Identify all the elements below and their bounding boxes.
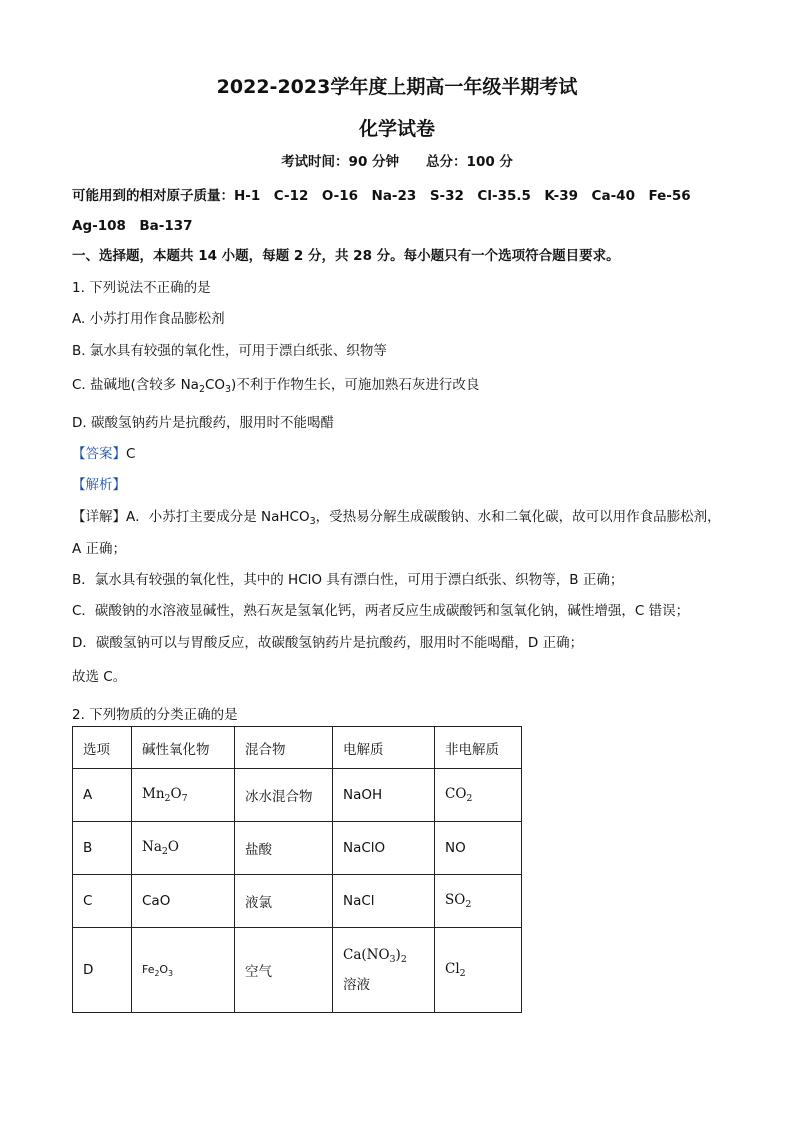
cell-mixture: 冰水混合物 <box>235 769 333 822</box>
q1-option-b: B. 氯水具有较强的氧化性，可用于漂白纸张、织物等 <box>72 343 387 359</box>
formula-part: Fe <box>142 962 155 976</box>
cell-nonelectrolyte <box>435 928 522 1013</box>
table-row <box>73 928 522 1013</box>
atomic-masses-line1: 可能用到的相对原子质量：H-1 C-12 O-16 Na-23 S-32 Cl-35.5 K-39 Ca-40 Fe-56 <box>72 188 691 204</box>
q1-detail-b: B．氯水具有较强的氧化性，其中的 HClO 具有漂白性，可用于漂白纸张、织物等，B 正确； <box>72 572 624 588</box>
formula-part: Na <box>142 839 162 855</box>
formula-part: Ca(NO <box>343 947 390 963</box>
electrolyte-solution-label: 溶液 <box>343 977 370 993</box>
formula-part: O <box>167 839 179 855</box>
q1-detail-d: D．碳酸氢钠可以与胃酸反应，故碳酸氢钠药片是抗酸药，服用时不能喝醋，D 正确； <box>72 635 584 651</box>
table-row <box>73 875 522 928</box>
detail-a-post: ，受热易分解生成碳酸钠、水和二氧化碳，故可以用作食品膨松剂， <box>315 509 721 525</box>
formula-sub: 3 <box>168 968 173 978</box>
cell-option: B <box>73 822 132 875</box>
formula-sub: 2 <box>164 793 171 804</box>
exam-title: 2022-2023学年度上期高一年级半期考试 <box>216 76 578 98</box>
q1-conclusion: 故选 C。 <box>72 669 127 685</box>
q1-option-c-sub1: 2 <box>198 384 205 395</box>
formula-sub: 2 <box>459 968 466 979</box>
cell-mixture: 空气 <box>235 928 333 1013</box>
q1-option-c-post: )不利于作物生长，可施加熟石灰进行改良 <box>231 377 480 393</box>
cell-basic-oxide <box>132 928 235 1013</box>
detail-a-sub: 3 <box>309 516 316 527</box>
header-basic-oxide: 碱性氧化物 <box>132 727 235 769</box>
header-option: 选项 <box>73 727 132 769</box>
q1-option-a: A. 小苏打用作食品膨松剂 <box>72 311 225 327</box>
q1-option-c-mid: CO <box>204 377 226 393</box>
electrolyte-formula <box>343 947 424 965</box>
cell-electrolyte: NaClO <box>333 822 435 875</box>
header-nonelectrolyte: 非电解质 <box>435 727 522 769</box>
formula-sub: 2 <box>400 954 407 965</box>
q2-classification-table <box>72 726 522 1013</box>
header-mixture: 混合物 <box>235 727 333 769</box>
cell-electrolyte: NaCl <box>333 875 435 928</box>
formula-part: CO <box>445 786 467 802</box>
answer-tag: 【答案】 <box>72 446 126 462</box>
cell-electrolyte <box>333 928 435 1013</box>
table-row <box>73 769 522 822</box>
formula-part: ) <box>395 947 401 963</box>
formula-sub: 3 <box>389 954 396 965</box>
formula-part: O <box>159 962 169 976</box>
header-electrolyte: 电解质 <box>333 727 435 769</box>
cell-basic-oxide <box>132 822 235 875</box>
answer-value: C <box>126 446 136 462</box>
formula-sub: 2 <box>161 846 168 857</box>
q1-detail-c: C．碳酸钠的水溶液显碱性，熟石灰是氢氧化钙，两者反应生成碳酸钙和氢氧化钠，碱性增强，C 错误； <box>72 603 690 619</box>
cell-nonelectrolyte <box>435 769 522 822</box>
table-header-row <box>73 727 522 769</box>
q1-option-c-pre: C. 盐碱地(含较多 Na <box>72 377 199 393</box>
cell-option: C <box>73 875 132 928</box>
table-row <box>73 822 522 875</box>
q1-detail-a-cont: A 正确； <box>72 541 127 557</box>
q1-stem: 1. 下列说法不正确的是 <box>72 280 211 296</box>
q1-option-c <box>72 373 479 395</box>
exam-time-total: 考试时间：90 分钟 总分：100 分 <box>281 154 513 170</box>
formula-part: SO <box>445 892 466 908</box>
cell-mixture: 盐酸 <box>235 822 333 875</box>
q2-stem: 2. 下列物质的分类正确的是 <box>72 707 238 723</box>
q1-detail-a <box>72 505 721 527</box>
formula-sub: 2 <box>466 793 473 804</box>
cell-option: A <box>73 769 132 822</box>
formula-part: O <box>170 786 182 802</box>
formula-sub: 2 <box>154 968 160 978</box>
section-heading: 一、选择题，本题共 14 小题，每题 2 分，共 28 分。每小题只有一个选项符合题目要求。 <box>72 248 620 264</box>
q1-option-d: D. 碳酸氢钠药片是抗酸药，服用时不能喝醋 <box>72 415 334 431</box>
cell-mixture: 液氯 <box>235 875 333 928</box>
cell-basic-oxide <box>132 769 235 822</box>
cell-electrolyte: NaOH <box>333 769 435 822</box>
cell-option: D <box>73 928 132 1013</box>
formula-part: Cl <box>445 961 460 977</box>
formula-part: Mn <box>142 786 165 802</box>
analysis-tag: 【解析】 <box>72 477 126 493</box>
atomic-masses-line2: Ag-108 Ba-137 <box>72 218 193 234</box>
detail-a-pre: A．小苏打主要成分是 NaHCO <box>126 509 310 525</box>
subject-title: 化学试卷 <box>358 118 435 140</box>
cell-nonelectrolyte <box>435 875 522 928</box>
cell-basic-oxide: CaO <box>132 875 235 928</box>
formula-sub: 2 <box>465 899 472 910</box>
q1-answer <box>72 442 135 462</box>
detail-tag: 【详解】 <box>72 509 126 525</box>
q1-option-c-sub2: 3 <box>225 384 232 395</box>
formula-sub: 7 <box>181 793 188 804</box>
cell-nonelectrolyte: NO <box>435 822 522 875</box>
